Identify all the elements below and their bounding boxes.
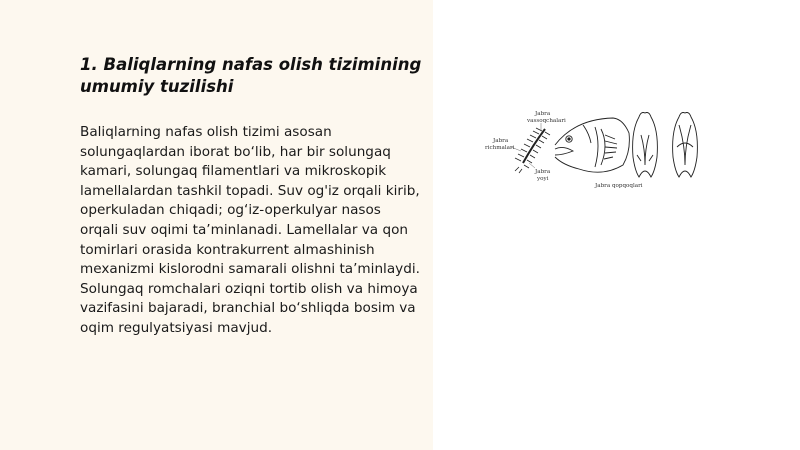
label-arch-2: yoyi — [537, 176, 549, 182]
gill-anatomy-figure — [483, 105, 713, 190]
gill-anatomy-illustration — [483, 105, 713, 190]
fish-head-dorsal-view — [673, 113, 698, 178]
label-vessels-2: vassoqchalari — [527, 118, 566, 124]
figure-panel — [433, 0, 800, 450]
label-arch-1: Jabra — [535, 169, 551, 175]
label-vessels-1: Jabra — [535, 111, 551, 117]
fish-head-ventral-view — [633, 113, 658, 178]
slide-title: 1. Baliqlarning nafas olish tizimining umumiy tuzilishi — [80, 55, 422, 96]
fish-head-drawing — [555, 118, 629, 172]
label-rakers-1: Jabra — [493, 138, 509, 144]
label-gill-covers: Jabra qopqoqlari — [595, 183, 643, 189]
label-rakers-2: richmalari — [485, 145, 515, 151]
slide-body-text: Baliqlarning nafas olish tizimi asosan solungaqlardan iborat bo‘lib, har bir solungaq kamari, solungaq filamentlari va mikroskopik lamellalardan tashkil topadi. Suv og'iz orqali kirib, operkuladan chiqadi; og‘iz-operkulyar nasos orqali suv oqimi ta’minlanadi. Lamellalar va qon tomirlari orasida kontrakurrent almashinish mexanizmi kislorodni samarali olishni ta’minlaydi. Solungaq romchalari oziqni tortib olish va himoya vazifasini bajaradi, branchial bo‘shliqda bosim va oqim regulyatsiyasi mavjud. — [80, 124, 420, 336]
